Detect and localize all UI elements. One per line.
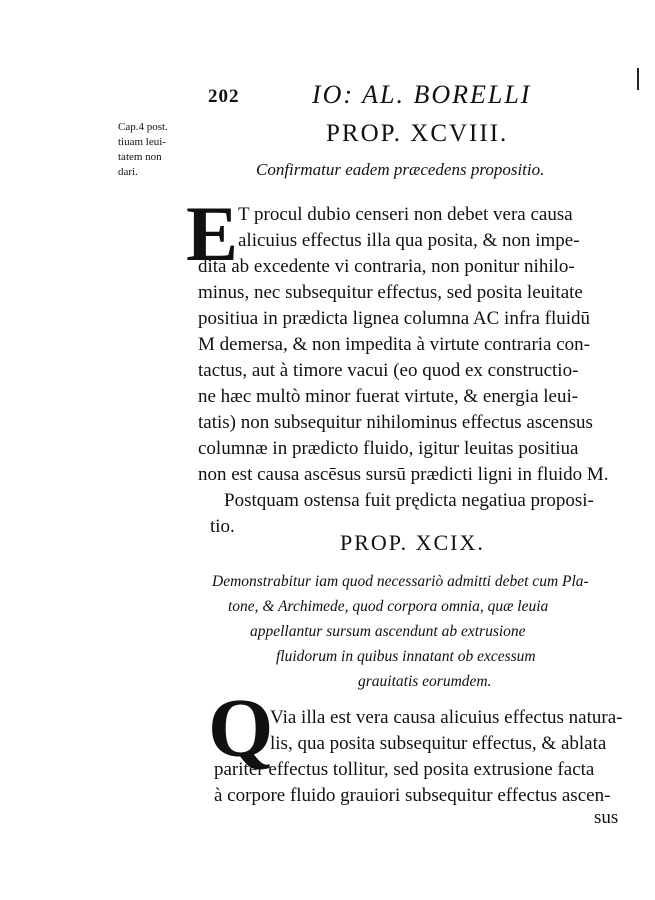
margin-note-line: Cap.4 post. bbox=[118, 121, 168, 133]
prop98-line: tio. bbox=[210, 516, 235, 537]
prop98-line: Postquam ostensa fuit prędicta negatiua proposi- bbox=[224, 490, 594, 511]
prop99-title: PROP. XCIX. bbox=[340, 530, 485, 555]
prop98-line: dita ab excedente vi contraria, non ponitur nihilo- bbox=[198, 256, 575, 277]
prop99-line: pariter effectus tollitur, sed posita extrusione facta bbox=[214, 759, 595, 780]
prop98-line: alicuius effectus illa qua posita, & non impe- bbox=[238, 230, 580, 251]
prop98-line: M demersa, & non impedita à virtute contraria con- bbox=[198, 334, 591, 355]
prop99-drop-cap: Q bbox=[208, 682, 274, 775]
prop99-line: Via illa est vera causa alicuius effectus natura- bbox=[270, 707, 623, 728]
margin-note-line: tiuam leui- bbox=[118, 136, 166, 148]
prop98-line: ne hæc multò minor fuerat virtute, & energia leui- bbox=[198, 386, 579, 407]
prop98-subtitle: Confirmatur eadem præcedens propositio. bbox=[256, 160, 545, 179]
prop98-line: positiua in prædicta lignea columna AC infra fluidū bbox=[198, 308, 591, 329]
prop98-line: minus, nec subsequitur effectus, sed posita leuitate bbox=[198, 282, 583, 303]
prop99-line: lis, qua posita subsequitur effectus, & ablata bbox=[270, 733, 607, 754]
prop99-caption-line: fluidorum in quibus innatant ob excessum bbox=[276, 648, 536, 665]
prop99-line: à corpore fluido grauiori subsequitur effectus ascen- bbox=[214, 785, 611, 806]
prop99-caption-line: Demonstrabitur iam quod necessariò admitti debet cum Pla- bbox=[212, 573, 589, 590]
prop98-line: T procul dubio censeri non debet vera causa bbox=[238, 204, 573, 225]
page-number: 202 bbox=[208, 86, 240, 107]
prop99-caption-line: grauitatis eorumdem. bbox=[358, 673, 492, 690]
margin-note-line: tatem non bbox=[118, 151, 162, 163]
prop99-line: sus bbox=[594, 807, 619, 828]
prop98-title: PROP. XCVIII. bbox=[326, 120, 509, 147]
prop99-caption-line: tone, & Archimede, quod corpora omnia, quæ leuia bbox=[228, 598, 549, 615]
page-edge-mark bbox=[637, 68, 639, 90]
running-title: IO: AL. BORELLI bbox=[312, 80, 532, 109]
margin-note-line: dari. bbox=[118, 166, 138, 178]
prop98-line: non est causa ascēsus sursū prædicti ligni in fluido M. bbox=[198, 464, 609, 485]
prop98-line: columnæ in prædicto fluido, igitur leuitas positiua bbox=[198, 438, 579, 459]
margin-note bbox=[118, 120, 198, 180]
prop99-caption-line: appellantur sursum ascendunt ab extrusione bbox=[250, 623, 526, 640]
prop98-drop-cap: E bbox=[186, 190, 239, 277]
prop98-line: tatis) non subsequitur nihilominus effectus ascensus bbox=[198, 412, 593, 433]
prop98-line: tactus, aut à timore vacui (eo quod ex constructio- bbox=[198, 360, 579, 381]
